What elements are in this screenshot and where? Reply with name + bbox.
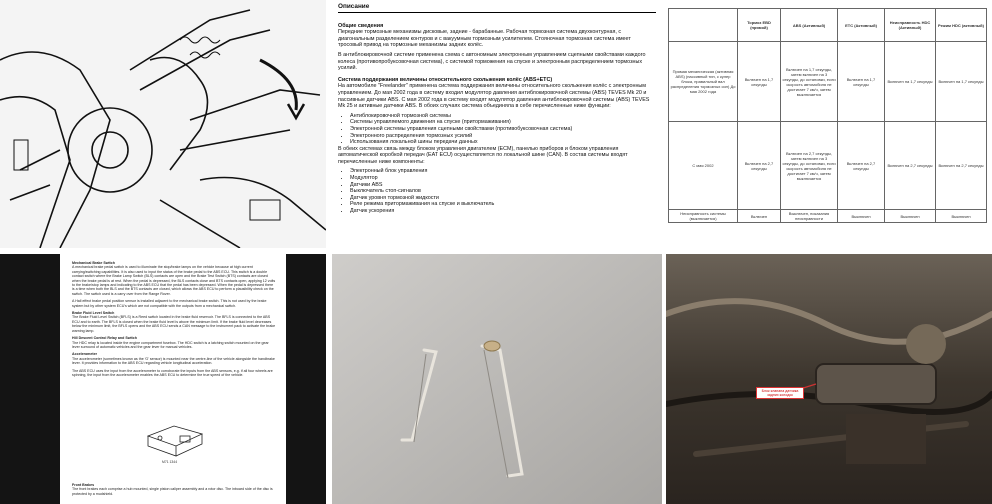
paragraph: В обеих системах связь между блоком управления двигателем (ECM), панелью приборов и блоком управления автоматической коробкой передач (EAT ECU) осуществляется по локальной шине (CAN). В состав системы входят перечисленные ниже компоненты: bbox=[338, 145, 628, 165]
table-header: Неисправность HDC (Активный) bbox=[885, 9, 936, 42]
figure-caption: M71 1344 bbox=[162, 460, 178, 464]
table-cell: Прямая механическая (активная ABS) (пассивный тип, с кулер блока, правильный вал распределения тормозных сил) До мая 2002 года bbox=[669, 42, 738, 122]
paragraph: The ABS ECU uses the input from the accelerometer to corroborate the inputs from the ABS sensors, e.g. if all four wheels are spinning, the input from the accelerometer enables the ABS ECU to determine the true speed of the vehicle. bbox=[72, 368, 273, 377]
list-item: • Датчики ABS bbox=[350, 182, 656, 189]
list-item: • Электронный блок управления bbox=[350, 168, 656, 175]
table-cell: С мая 2002 bbox=[669, 122, 738, 210]
section-heading: Front Brakes bbox=[72, 483, 95, 487]
document-title: Описание bbox=[338, 4, 656, 13]
manual-text-bottom bbox=[72, 480, 276, 496]
table-cell: Включен на 2,7 секунды bbox=[838, 122, 885, 210]
paragraph: A mechanical brake pedal switch is used to illuminate the stop/brake lamps on the vehicle because at high current carrying/switching capabilities. It is also used to input the status of the brake pedal to the ABS ECU. This switch is a double contact switch where the Brake Lamp Switch (BLS) contacts are open and the Brake Test Switch (BTS) contacts are closed when the brake pedal is at rest. When the pedal is depressed, the BLS contacts close and BTS contacts open, applying 12 volts to the brake/stop lamps and indicating to the ABS ECU that the pedal has been depressed. When the pedal is depressed there is a time when both the BLS and the BTS contacts are closed, which allows the ABS ECU to perform a plausibility check on the switch. The switch used is a carry over from the Range Rover. bbox=[72, 265, 276, 296]
engine-bay-photo-icon bbox=[666, 254, 992, 504]
list-item: • Датчик ускорения bbox=[350, 208, 656, 215]
list-item: • Реле режима притормаживания на спуске и выключатель bbox=[350, 201, 656, 208]
list-item: • Электронной системы управления сцепными свойствами (противобуксовочная система) bbox=[350, 126, 656, 133]
section-heading: Общие сведения bbox=[338, 22, 384, 29]
table-cell: Включен на 2,7 секунды bbox=[738, 122, 781, 210]
brake-caliper-diagram[interactable] bbox=[0, 0, 326, 248]
table-cell: Включен на 2,7 секунды bbox=[885, 122, 936, 210]
paragraph: В антиблокировочной системе применена схема с автономным электронным управлением сцепными свойствами каждого колеса (противопробуксовочная система), с системой торможения на спуске и электронным распределением тормозных усилий. bbox=[338, 51, 646, 72]
table-cell: Неисправность системы (выключается) bbox=[669, 210, 738, 223]
document-text bbox=[338, 4, 656, 215]
annotation-label: Блок клапана датчика задних колодок bbox=[756, 387, 804, 399]
table-cell: Выключен, показания неисправности bbox=[781, 210, 838, 223]
table-cell: Включен на 2,7 секунды, затем включен на 3 секунды, до остановки, если скорость автомобиля не достигает 7 км/ч, затем выключается bbox=[781, 122, 838, 210]
document-page[interactable] bbox=[332, 0, 662, 248]
section-heading: Hill Descent Control Relay and Switch bbox=[72, 336, 137, 341]
table-cell: Выключен bbox=[885, 210, 936, 223]
paragraph: The Brake Fluid Level Switch (BFLS) is a Reed switch located in the brake fluid reservoir. The BFLS is connected to the ABS ECU and to earth. The BFLS is closed when the brake fluid level is above the minimum limit. If the brake fluid level decreases below the minimum limit, the BFLS opens and the ABS ECU sends a CAN message to the instrument pack to activate the brake warning lamp. bbox=[72, 315, 276, 333]
section-heading: Mechanical Brake Switch bbox=[72, 261, 115, 265]
list-item: • Использования локальной шины передачи данных bbox=[350, 139, 656, 146]
table-cell: Включен на 1,7 секунды bbox=[838, 42, 885, 122]
section-heading: Accelerometer bbox=[72, 352, 97, 357]
paragraph: The accelerometer (sometimes known as the 'G' sensor) is mounted near the centre-line of the vehicle alongside the handbrake lever. It provides information to the ABS ECU regarding vehicle longitudinal acceleration. bbox=[72, 356, 275, 366]
table-cell: Включен bbox=[738, 210, 781, 223]
list-item: • Антиблокировочной тормозной системы bbox=[350, 113, 656, 120]
section-heading: Система поддержания величины относительного скольжения колёс (ABS+ETC) bbox=[338, 76, 553, 83]
brake-pins-photo-icon bbox=[332, 254, 662, 504]
table-cell: Включен на 2,7 секунды bbox=[936, 122, 987, 210]
list-item: • Датчик уровня тормозной жидкости bbox=[350, 195, 656, 202]
table-cell: Включен на 1,7 секунды, затем включен на 3 секунды, до остановки, если скорость автомобиля не достигает 7 км/ч, затем выключается bbox=[781, 42, 838, 122]
manual-sheet bbox=[60, 254, 286, 504]
table-cell: Включен на 1,7 секунды bbox=[738, 42, 781, 122]
engine-bay-photo[interactable] bbox=[666, 254, 992, 504]
brake-caliper-drawing-icon bbox=[0, 0, 326, 248]
table-header: Режим HDC (активный) bbox=[936, 9, 987, 42]
list-item: • Электронного распределения тормозных усилий bbox=[350, 133, 656, 140]
manual-page[interactable] bbox=[0, 254, 326, 504]
brake-pins-photo[interactable] bbox=[332, 254, 662, 504]
table-header: Тормоз EBD (прямой) bbox=[738, 9, 781, 42]
data-table bbox=[668, 8, 987, 223]
list-item: • Выключатель стоп-сигналов bbox=[350, 188, 656, 195]
table-cell: Включен на 1,7 секунды bbox=[885, 42, 936, 122]
accelerometer-icon bbox=[140, 422, 210, 458]
warning-lamp-table[interactable] bbox=[666, 0, 992, 248]
manual-text bbox=[72, 258, 276, 377]
table-cell: Выключен bbox=[838, 210, 885, 223]
component-list bbox=[338, 168, 656, 214]
section-heading: Brake Fluid Level Switch bbox=[72, 311, 115, 316]
paragraph: A Hall effect brake pedal position sensor is installed adjacent to the mechanical brake switch. This is not used by the brake system but by other system ECU's which are not compatible with the outputs from a mechanical switch. bbox=[72, 299, 267, 308]
paragraph: На автомобиле "Freelander" применена система поддержания величины относительного скольжения колёс с электронным управлением. До мая 2002 года в систему входил модулятор давления антиблокировочной системы (ABS) TEVES Mk 20 и пассивные датчики ABS. С мая 2002 года в систему входят модулятор давления антиблокировочной системы (ABS) TEVES Mk 25 и активные датчики ABS. В обоих случаях система объединяла в себе перечисленные ниже функции: bbox=[338, 83, 650, 110]
table-cell: Выключен bbox=[936, 210, 987, 223]
table-cell: Включен на 1,7 секунды bbox=[936, 42, 987, 122]
paragraph: The front brakes each comprise a hub mounted, single piston caliper assembly and a rotor disc. The inboard side of the disc is protected by a mudshield. bbox=[72, 487, 273, 496]
function-list bbox=[338, 113, 656, 146]
table-header bbox=[669, 9, 738, 42]
table-header: ABS (Активный) bbox=[781, 9, 838, 42]
list-item: • Модулятор bbox=[350, 175, 656, 182]
paragraph: The HDC relay is located inside the engine compartment fusebox. The HDC switch is a latching switch mounted on the gear lever surround of automatic vehicles and the gear lever for manual vehicles. bbox=[72, 340, 269, 349]
table-header: ETC (Активный) bbox=[838, 9, 885, 42]
list-item: • Системы управляемого движения на спуске (притормаживания) bbox=[350, 119, 656, 126]
paragraph: Передние тормозные механизмы дисковые, задние - барабанные. Рабочая тормозная система двухконтурная, с диагональным разделением контуров и с вакуумным тормозным усилителем. Стояночная тормозная система имеет тросовый привод на тормозные механизмы задних колёс. bbox=[338, 29, 631, 49]
